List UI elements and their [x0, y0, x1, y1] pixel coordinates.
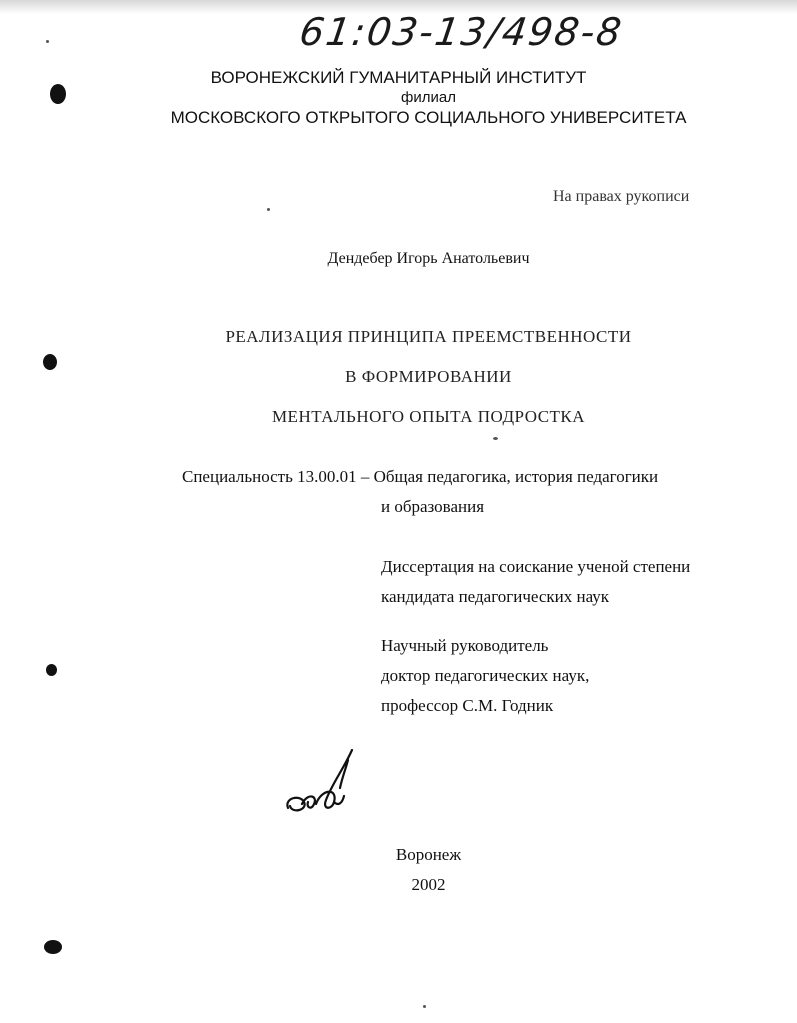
dissertation-title-line-2: В ФОРМИРОВАНИИ: [345, 367, 512, 386]
degree-line-1: Диссертация на соискание ученой степени: [381, 557, 691, 576]
dissertation-title-line-3: МЕНТАЛЬНОГО ОПЫТА ПОДРОСТКА: [271, 407, 586, 426]
degree-line-2: кандидата педагогических наук: [381, 587, 610, 606]
archive-number-handwritten: 61:03-13/498-8: [296, 10, 626, 54]
branch-label: филиал: [401, 89, 456, 106]
city: Воронеж: [395, 845, 462, 864]
supervisor-label: Научный руководитель: [381, 636, 549, 655]
supervisor-degree: доктор педагогических наук,: [381, 666, 590, 685]
institute-name: ВОРОНЕЖСКИЙ ГУМАНИТАРНЫЙ ИНСТИТУТ: [210, 68, 587, 87]
binding-hole-blot: [46, 664, 57, 676]
specialty-line-2: и образования: [381, 497, 485, 516]
supervisor-name: профессор С.М. Годник: [381, 696, 554, 715]
author-name: Дендебер Игорь Анатольевич: [327, 250, 530, 267]
specialty-line-1: Специальность 13.00.01 – Общая педагогика, история педагогики: [182, 467, 659, 486]
manuscript-note: На правах рукописи: [553, 188, 690, 205]
binding-hole-blot: [44, 940, 62, 954]
scan-speck: [423, 1005, 426, 1008]
scan-speck: [46, 40, 49, 43]
year: 2002: [411, 875, 446, 894]
university-name: МОСКОВСКОГО ОТКРЫТОГО СОЦИАЛЬНОГО УНИВЕРСИТЕТА: [170, 108, 687, 127]
dissertation-title-line-1: РЕАЛИЗАЦИЯ ПРИНЦИПА ПРЕЕМСТВЕННОСТИ: [225, 327, 632, 346]
scan-speck: [267, 208, 270, 211]
scan-speck: [493, 437, 498, 440]
handwritten-signature: [282, 748, 362, 820]
